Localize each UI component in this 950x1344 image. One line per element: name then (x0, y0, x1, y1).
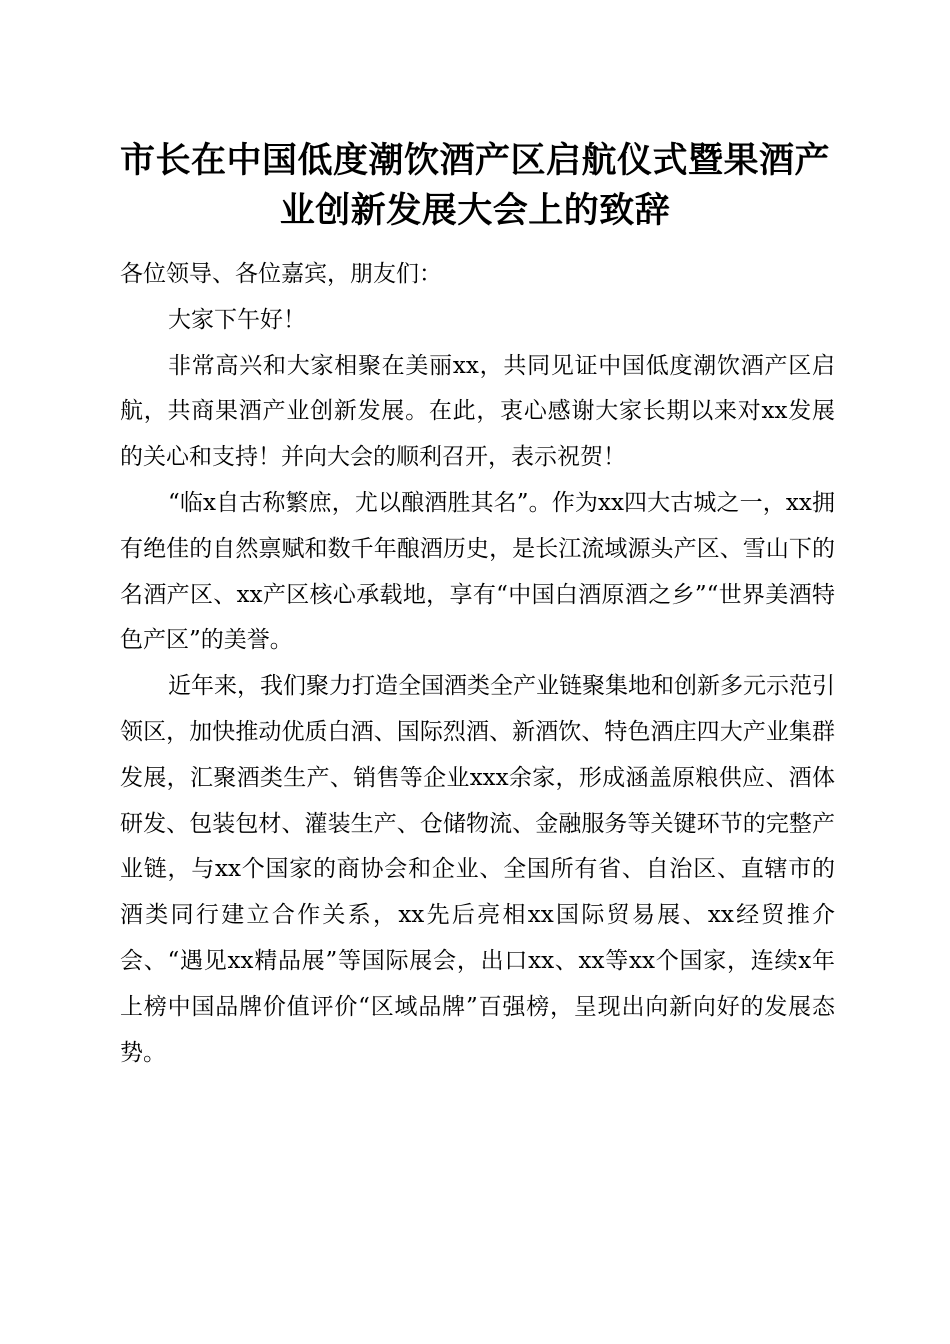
opening-paragraph: 非常高兴和大家相聚在美丽xx，共同见证中国低度潮饮酒产区启航，共商果酒产业创新发展。在此，衷心感谢大家长期以来对xx发展的关心和支持！并向大会的顺利召开，表示祝贺！ (120, 352, 835, 471)
document-body (120, 252, 835, 1076)
greeting-paragraph: 大家下午好！ (168, 306, 306, 333)
development-paragraph: 近年来，我们聚力打造全国酒类全产业链聚集地和创新多元示范引领区，加快推动优质白酒、国际烈酒、新酒饮、特色酒庄四大产业集群发展，汇聚酒类生产、销售等企业xxx余家，形成涵盖原粮供应、酒体研发、包装包材、灌装生产、仓储物流、金融服务等关键环节的完整产业链，与xx个国家的商协会和企业、全国所有省、自治区、直辖市的酒类同行建立合作关系，xx先后亮相xx国际贸易展、xx经贸推介会、“遇见xx精品展”等国际展会，出口xx、xx等xx个国家，连续x年上榜中国品牌价值评价“区域品牌”百强榜，呈现出向新向好的发展态势。 (120, 673, 835, 1066)
title-line-2: 业创新发展大会上的致辞 (279, 190, 671, 231)
document-title (100, 136, 850, 236)
title-line-1: 市长在中国低度潮饮酒产区启航仪式暨果酒产 (119, 140, 830, 181)
history-paragraph: “临x自古称繁庶，尤以酿酒胜其名”。作为xx四大古城之一，xx拥有绝佳的自然禀赋和数千年酿酒历史，是长江流域源头产区、雪山下的名酒产区、xx产区核心承载地，享有“中国白酒原酒之乡”“世界美酒特色产区”的美誉。 (120, 489, 835, 654)
salutation: 各位领导、各位嘉宾，朋友们： (120, 261, 442, 287)
